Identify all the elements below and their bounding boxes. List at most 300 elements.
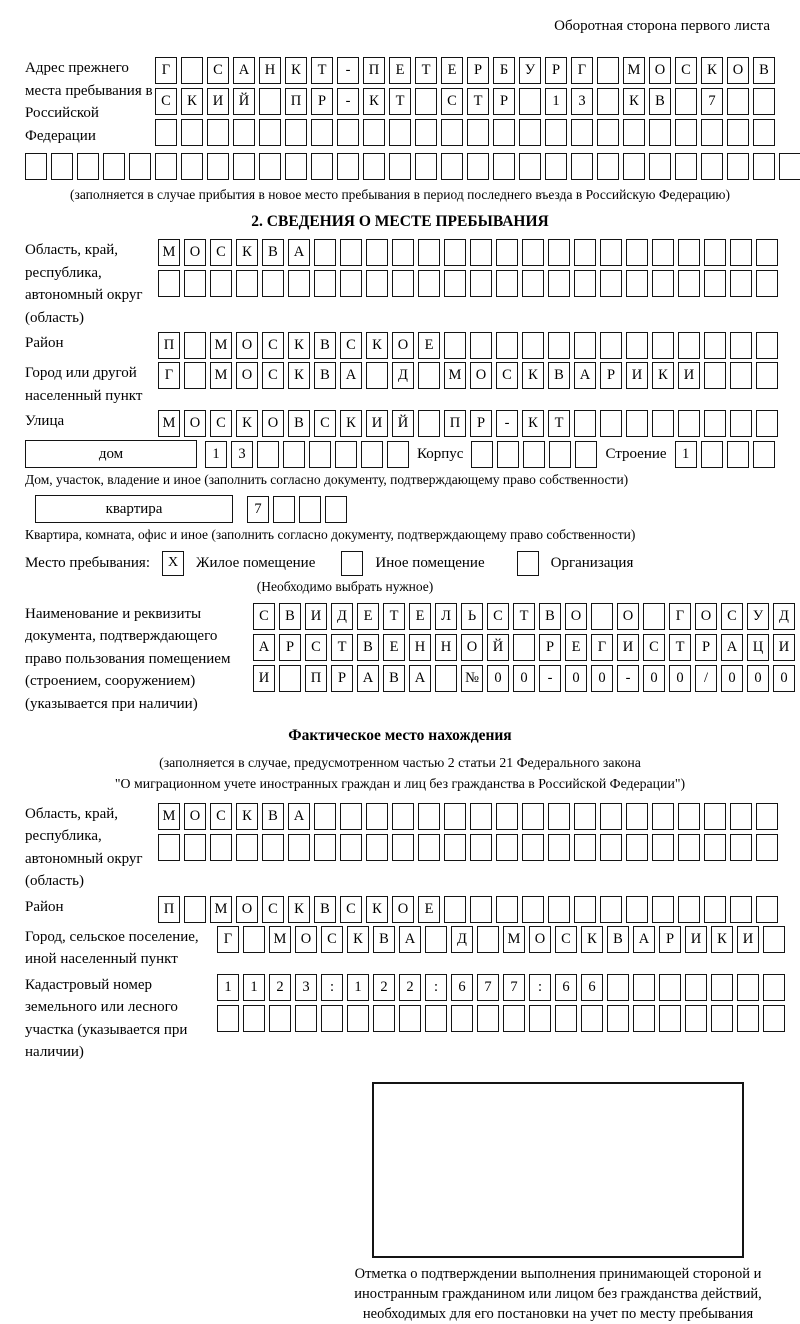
grid-cell[interactable]	[51, 153, 73, 180]
grid-cell[interactable]: С	[675, 57, 697, 84]
grid-cell[interactable]	[259, 88, 281, 115]
grid-cell[interactable]	[597, 57, 619, 84]
grid-cell[interactable]: М	[444, 362, 466, 389]
grid-cell[interactable]: Ц	[747, 634, 769, 661]
grid-cell[interactable]	[210, 834, 232, 861]
grid-cell[interactable]: 1	[347, 974, 369, 1001]
grid-cell[interactable]: О	[470, 362, 492, 389]
grid-cell[interactable]: О	[236, 362, 258, 389]
grid-cell[interactable]: О	[392, 332, 414, 359]
grid-cell[interactable]: М	[503, 926, 525, 953]
grid-cell[interactable]: Е	[357, 603, 379, 630]
grid-cell[interactable]: М	[623, 57, 645, 84]
grid-cell[interactable]	[444, 803, 466, 830]
grid-cell[interactable]: А	[574, 362, 596, 389]
grid-cell[interactable]: Е	[389, 57, 411, 84]
grid-cell[interactable]	[470, 239, 492, 266]
grid-cell[interactable]	[652, 834, 674, 861]
grid-cell[interactable]: /	[695, 665, 717, 692]
grid-cell[interactable]	[392, 239, 414, 266]
grid-cell[interactable]: С	[305, 634, 327, 661]
grid-cell[interactable]: К	[340, 410, 362, 437]
grid-cell[interactable]: 3	[231, 441, 253, 468]
grid-cell[interactable]	[467, 119, 489, 146]
grid-cell[interactable]	[523, 441, 545, 468]
grid-cell[interactable]: -	[539, 665, 561, 692]
house-number-cells[interactable]	[205, 441, 409, 468]
grid-cell[interactable]	[233, 119, 255, 146]
grid-cell[interactable]	[337, 119, 359, 146]
prev-address-row-2[interactable]	[155, 88, 775, 115]
grid-cell[interactable]: Д	[331, 603, 353, 630]
grid-cell[interactable]: Р	[600, 362, 622, 389]
grid-cell[interactable]	[299, 496, 321, 523]
grid-cell[interactable]	[730, 270, 752, 297]
grid-cell[interactable]: 1	[545, 88, 567, 115]
grid-cell[interactable]: О	[236, 896, 258, 923]
grid-cell[interactable]: 1	[205, 441, 227, 468]
grid-cell[interactable]	[285, 153, 307, 180]
grid-cell[interactable]	[574, 834, 596, 861]
grid-cell[interactable]	[704, 362, 726, 389]
grid-cell[interactable]	[685, 974, 707, 1001]
grid-cell[interactable]	[496, 332, 518, 359]
grid-cell[interactable]: 2	[269, 974, 291, 1001]
grid-cell[interactable]: О	[529, 926, 551, 953]
grid-cell[interactable]: В	[357, 634, 379, 661]
grid-cell[interactable]: В	[314, 896, 336, 923]
grid-cell[interactable]: И	[366, 410, 388, 437]
grid-cell[interactable]: Г	[669, 603, 691, 630]
grid-cell[interactable]	[236, 270, 258, 297]
grid-cell[interactable]: А	[721, 634, 743, 661]
grid-cell[interactable]	[727, 119, 749, 146]
grid-cell[interactable]	[392, 834, 414, 861]
grid-cell[interactable]	[444, 332, 466, 359]
grid-cell[interactable]	[779, 153, 800, 180]
grid-cell[interactable]: О	[565, 603, 587, 630]
grid-cell[interactable]	[600, 270, 622, 297]
grid-cell[interactable]: О	[236, 332, 258, 359]
grid-cell[interactable]: Р	[311, 88, 333, 115]
grid-cell[interactable]: 6	[451, 974, 473, 1001]
grid-cell[interactable]	[363, 119, 385, 146]
grid-cell[interactable]	[25, 153, 47, 180]
grid-cell[interactable]: Т	[389, 88, 411, 115]
grid-cell[interactable]: О	[727, 57, 749, 84]
grid-cell[interactable]	[730, 332, 752, 359]
grid-cell[interactable]: Т	[311, 57, 333, 84]
grid-cell[interactable]	[399, 1005, 421, 1032]
grid-cell[interactable]	[575, 441, 597, 468]
grid-cell[interactable]	[574, 270, 596, 297]
grid-cell[interactable]	[451, 1005, 473, 1032]
grid-cell[interactable]: 0	[747, 665, 769, 692]
grid-cell[interactable]	[103, 153, 125, 180]
grid-cell[interactable]: О	[695, 603, 717, 630]
grid-cell[interactable]	[340, 270, 362, 297]
grid-cell[interactable]	[470, 270, 492, 297]
grid-cell[interactable]	[600, 410, 622, 437]
grid-cell[interactable]	[418, 803, 440, 830]
grid-cell[interactable]: К	[711, 926, 733, 953]
grid-cell[interactable]	[678, 332, 700, 359]
grid-cell[interactable]: Е	[383, 634, 405, 661]
grid-cell[interactable]	[756, 332, 778, 359]
grid-cell[interactable]	[259, 153, 281, 180]
grid-cell[interactable]	[236, 834, 258, 861]
grid-cell[interactable]	[262, 270, 284, 297]
grid-cell[interactable]	[763, 974, 785, 1001]
grid-cell[interactable]: 0	[591, 665, 613, 692]
grid-cell[interactable]: В	[262, 803, 284, 830]
grid-cell[interactable]	[314, 270, 336, 297]
grid-cell[interactable]: М	[158, 803, 180, 830]
grid-cell[interactable]: С	[643, 634, 665, 661]
grid-cell[interactable]	[444, 270, 466, 297]
grid-cell[interactable]	[366, 362, 388, 389]
grid-cell[interactable]	[756, 362, 778, 389]
grid-cell[interactable]	[295, 1005, 317, 1032]
grid-cell[interactable]: М	[158, 239, 180, 266]
grid-cell[interactable]	[597, 153, 619, 180]
prev-address-row-4[interactable]	[25, 153, 775, 180]
grid-cell[interactable]	[649, 119, 671, 146]
grid-cell[interactable]: Д	[392, 362, 414, 389]
grid-cell[interactable]	[730, 834, 752, 861]
grid-cell[interactable]	[545, 153, 567, 180]
grid-cell[interactable]	[574, 410, 596, 437]
grid-cell[interactable]	[340, 834, 362, 861]
grid-cell[interactable]: Н	[259, 57, 281, 84]
grid-cell[interactable]	[675, 153, 697, 180]
cadastral-row-1[interactable]	[217, 974, 785, 1001]
grid-cell[interactable]	[574, 239, 596, 266]
grid-cell[interactable]	[685, 1005, 707, 1032]
grid-cell[interactable]: К	[288, 896, 310, 923]
grid-cell[interactable]	[574, 803, 596, 830]
grid-cell[interactable]	[181, 153, 203, 180]
checkbox-residential[interactable]: X	[162, 551, 184, 576]
grid-cell[interactable]: К	[288, 362, 310, 389]
grid-cell[interactable]: С	[487, 603, 509, 630]
grid-cell[interactable]: Е	[418, 332, 440, 359]
grid-cell[interactable]	[701, 153, 723, 180]
grid-cell[interactable]	[727, 153, 749, 180]
grid-cell[interactable]: С	[262, 332, 284, 359]
grid-cell[interactable]: К	[366, 332, 388, 359]
grid-cell[interactable]	[496, 834, 518, 861]
grid-cell[interactable]: 1	[217, 974, 239, 1001]
grid-cell[interactable]	[325, 496, 347, 523]
grid-cell[interactable]: П	[363, 57, 385, 84]
grid-cell[interactable]: 7	[701, 88, 723, 115]
grid-cell[interactable]: В	[314, 332, 336, 359]
grid-cell[interactable]: С	[340, 896, 362, 923]
grid-cell[interactable]	[571, 153, 593, 180]
grid-cell[interactable]	[314, 834, 336, 861]
grid-cell[interactable]: Й	[487, 634, 509, 661]
grid-cell[interactable]: Г	[591, 634, 613, 661]
grid-cell[interactable]: С	[262, 896, 284, 923]
grid-cell[interactable]	[753, 153, 775, 180]
grid-cell[interactable]: П	[444, 410, 466, 437]
grid-cell[interactable]	[470, 332, 492, 359]
grid-cell[interactable]	[626, 239, 648, 266]
grid-cell[interactable]	[184, 834, 206, 861]
grid-cell[interactable]: К	[236, 410, 258, 437]
grid-cell[interactable]	[737, 974, 759, 1001]
grid-cell[interactable]	[727, 441, 749, 468]
document-row-1[interactable]	[253, 603, 795, 630]
grid-cell[interactable]: Т	[331, 634, 353, 661]
grid-cell[interactable]	[675, 119, 697, 146]
region-row-1[interactable]	[158, 239, 778, 266]
document-row-2[interactable]	[253, 634, 795, 661]
grid-cell[interactable]: А	[253, 634, 275, 661]
grid-cell[interactable]	[597, 88, 619, 115]
grid-cell[interactable]	[607, 974, 629, 1001]
grid-cell[interactable]	[626, 803, 648, 830]
grid-cell[interactable]	[129, 153, 151, 180]
grid-cell[interactable]	[704, 332, 726, 359]
grid-cell[interactable]	[389, 119, 411, 146]
grid-cell[interactable]	[704, 239, 726, 266]
grid-cell[interactable]: Н	[435, 634, 457, 661]
grid-cell[interactable]: М	[210, 896, 232, 923]
grid-cell[interactable]	[626, 270, 648, 297]
grid-cell[interactable]	[503, 1005, 525, 1032]
grid-cell[interactable]	[493, 119, 515, 146]
grid-cell[interactable]	[649, 153, 671, 180]
grid-cell[interactable]	[574, 332, 596, 359]
grid-cell[interactable]: И	[305, 603, 327, 630]
grid-cell[interactable]	[493, 153, 515, 180]
grid-cell[interactable]	[633, 1005, 655, 1032]
grid-cell[interactable]: С	[496, 362, 518, 389]
grid-cell[interactable]	[548, 332, 570, 359]
grid-cell[interactable]: 0	[565, 665, 587, 692]
grid-cell[interactable]: К	[701, 57, 723, 84]
korpus-cells[interactable]	[471, 441, 597, 468]
grid-cell[interactable]: О	[295, 926, 317, 953]
grid-cell[interactable]: О	[617, 603, 639, 630]
grid-cell[interactable]: Л	[435, 603, 457, 630]
grid-cell[interactable]: П	[158, 896, 180, 923]
grid-cell[interactable]	[756, 834, 778, 861]
grid-cell[interactable]	[600, 332, 622, 359]
grid-cell[interactable]: Г	[217, 926, 239, 953]
grid-cell[interactable]: Г	[158, 362, 180, 389]
grid-cell[interactable]: 6	[581, 974, 603, 1001]
grid-cell[interactable]: 7	[247, 496, 269, 523]
grid-cell[interactable]: С	[207, 57, 229, 84]
grid-cell[interactable]: И	[626, 362, 648, 389]
grid-cell[interactable]	[158, 270, 180, 297]
grid-cell[interactable]: С	[721, 603, 743, 630]
grid-cell[interactable]	[392, 270, 414, 297]
grid-cell[interactable]	[711, 1005, 733, 1032]
grid-cell[interactable]	[678, 270, 700, 297]
grid-cell[interactable]: -	[496, 410, 518, 437]
grid-cell[interactable]: 1	[243, 974, 265, 1001]
grid-cell[interactable]	[756, 270, 778, 297]
grid-cell[interactable]	[659, 1005, 681, 1032]
grid-cell[interactable]: 2	[399, 974, 421, 1001]
grid-cell[interactable]: А	[399, 926, 421, 953]
grid-cell[interactable]: И	[207, 88, 229, 115]
grid-cell[interactable]: В	[373, 926, 395, 953]
grid-cell[interactable]: Г	[155, 57, 177, 84]
grid-cell[interactable]: №	[461, 665, 483, 692]
grid-cell[interactable]	[207, 119, 229, 146]
grid-cell[interactable]	[678, 803, 700, 830]
grid-cell[interactable]: К	[236, 239, 258, 266]
grid-cell[interactable]: Р	[467, 57, 489, 84]
grid-cell[interactable]: Р	[470, 410, 492, 437]
grid-cell[interactable]: В	[548, 362, 570, 389]
grid-cell[interactable]	[279, 665, 301, 692]
grid-cell[interactable]	[626, 896, 648, 923]
grid-cell[interactable]	[522, 803, 544, 830]
grid-cell[interactable]	[623, 153, 645, 180]
grid-cell[interactable]: К	[581, 926, 603, 953]
grid-cell[interactable]	[756, 239, 778, 266]
street-row[interactable]	[158, 410, 778, 437]
grid-cell[interactable]	[425, 926, 447, 953]
grid-cell[interactable]	[591, 603, 613, 630]
grid-cell[interactable]	[730, 239, 752, 266]
grid-cell[interactable]: К	[285, 57, 307, 84]
grid-cell[interactable]	[756, 410, 778, 437]
grid-cell[interactable]	[730, 410, 752, 437]
actual-district-row[interactable]	[158, 896, 778, 923]
grid-cell[interactable]	[600, 803, 622, 830]
grid-cell[interactable]	[373, 1005, 395, 1032]
grid-cell[interactable]	[659, 974, 681, 1001]
grid-cell[interactable]	[763, 926, 785, 953]
grid-cell[interactable]: И	[773, 634, 795, 661]
grid-cell[interactable]: -	[337, 88, 359, 115]
grid-cell[interactable]: О	[262, 410, 284, 437]
grid-cell[interactable]	[704, 834, 726, 861]
grid-cell[interactable]: 0	[721, 665, 743, 692]
grid-cell[interactable]	[387, 441, 409, 468]
grid-cell[interactable]: Б	[493, 57, 515, 84]
grid-cell[interactable]: :	[321, 974, 343, 1001]
grid-cell[interactable]	[273, 496, 295, 523]
grid-cell[interactable]: С	[555, 926, 577, 953]
grid-cell[interactable]	[633, 974, 655, 1001]
grid-cell[interactable]	[262, 834, 284, 861]
grid-cell[interactable]	[233, 153, 255, 180]
grid-cell[interactable]: Т	[467, 88, 489, 115]
grid-cell[interactable]: Е	[418, 896, 440, 923]
grid-cell[interactable]: И	[678, 362, 700, 389]
grid-cell[interactable]	[626, 834, 648, 861]
grid-cell[interactable]	[269, 1005, 291, 1032]
grid-cell[interactable]	[314, 803, 336, 830]
grid-cell[interactable]	[496, 896, 518, 923]
grid-cell[interactable]	[753, 119, 775, 146]
grid-cell[interactable]	[418, 239, 440, 266]
grid-cell[interactable]	[529, 1005, 551, 1032]
grid-cell[interactable]	[444, 239, 466, 266]
grid-cell[interactable]	[477, 1005, 499, 1032]
grid-cell[interactable]	[259, 119, 281, 146]
grid-cell[interactable]	[545, 119, 567, 146]
grid-cell[interactable]: 6	[555, 974, 577, 1001]
grid-cell[interactable]: С	[340, 332, 362, 359]
grid-cell[interactable]	[470, 803, 492, 830]
grid-cell[interactable]: С	[210, 803, 232, 830]
grid-cell[interactable]	[574, 896, 596, 923]
grid-cell[interactable]	[626, 410, 648, 437]
grid-cell[interactable]	[652, 410, 674, 437]
grid-cell[interactable]	[311, 119, 333, 146]
grid-cell[interactable]: Т	[415, 57, 437, 84]
grid-cell[interactable]	[257, 441, 279, 468]
grid-cell[interactable]	[643, 603, 665, 630]
grid-cell[interactable]: И	[253, 665, 275, 692]
grid-cell[interactable]	[678, 239, 700, 266]
grid-cell[interactable]: 0	[773, 665, 795, 692]
grid-cell[interactable]	[704, 410, 726, 437]
grid-cell[interactable]	[418, 410, 440, 437]
grid-cell[interactable]	[496, 270, 518, 297]
grid-cell[interactable]: Р	[331, 665, 353, 692]
grid-cell[interactable]	[737, 1005, 759, 1032]
grid-cell[interactable]	[470, 834, 492, 861]
grid-cell[interactable]	[730, 803, 752, 830]
grid-cell[interactable]: А	[288, 803, 310, 830]
grid-cell[interactable]	[652, 332, 674, 359]
actual-city-row[interactable]	[217, 926, 785, 953]
grid-cell[interactable]: К	[623, 88, 645, 115]
grid-cell[interactable]: 1	[675, 441, 697, 468]
grid-cell[interactable]: М	[269, 926, 291, 953]
grid-cell[interactable]	[497, 441, 519, 468]
actual-region-row-2[interactable]	[158, 834, 778, 861]
prev-address-row-1[interactable]	[155, 57, 775, 84]
grid-cell[interactable]	[548, 239, 570, 266]
grid-cell[interactable]: Т	[513, 603, 535, 630]
grid-cell[interactable]	[678, 896, 700, 923]
grid-cell[interactable]: Р	[545, 57, 567, 84]
document-row-3[interactable]	[253, 665, 795, 692]
city-row[interactable]	[158, 362, 778, 389]
grid-cell[interactable]: В	[288, 410, 310, 437]
grid-cell[interactable]: П	[285, 88, 307, 115]
grid-cell[interactable]: М	[210, 332, 232, 359]
actual-region-row-1[interactable]	[158, 803, 778, 830]
grid-cell[interactable]	[288, 834, 310, 861]
grid-cell[interactable]	[519, 153, 541, 180]
grid-cell[interactable]: В	[383, 665, 405, 692]
grid-cell[interactable]	[347, 1005, 369, 1032]
grid-cell[interactable]	[415, 119, 437, 146]
grid-cell[interactable]: А	[233, 57, 255, 84]
grid-cell[interactable]: Д	[773, 603, 795, 630]
grid-cell[interactable]	[496, 239, 518, 266]
grid-cell[interactable]: 7	[503, 974, 525, 1001]
grid-cell[interactable]	[435, 665, 457, 692]
grid-cell[interactable]	[441, 153, 463, 180]
grid-cell[interactable]	[701, 441, 723, 468]
grid-cell[interactable]: 2	[373, 974, 395, 1001]
grid-cell[interactable]	[210, 270, 232, 297]
stroenie-cells[interactable]	[675, 441, 775, 468]
